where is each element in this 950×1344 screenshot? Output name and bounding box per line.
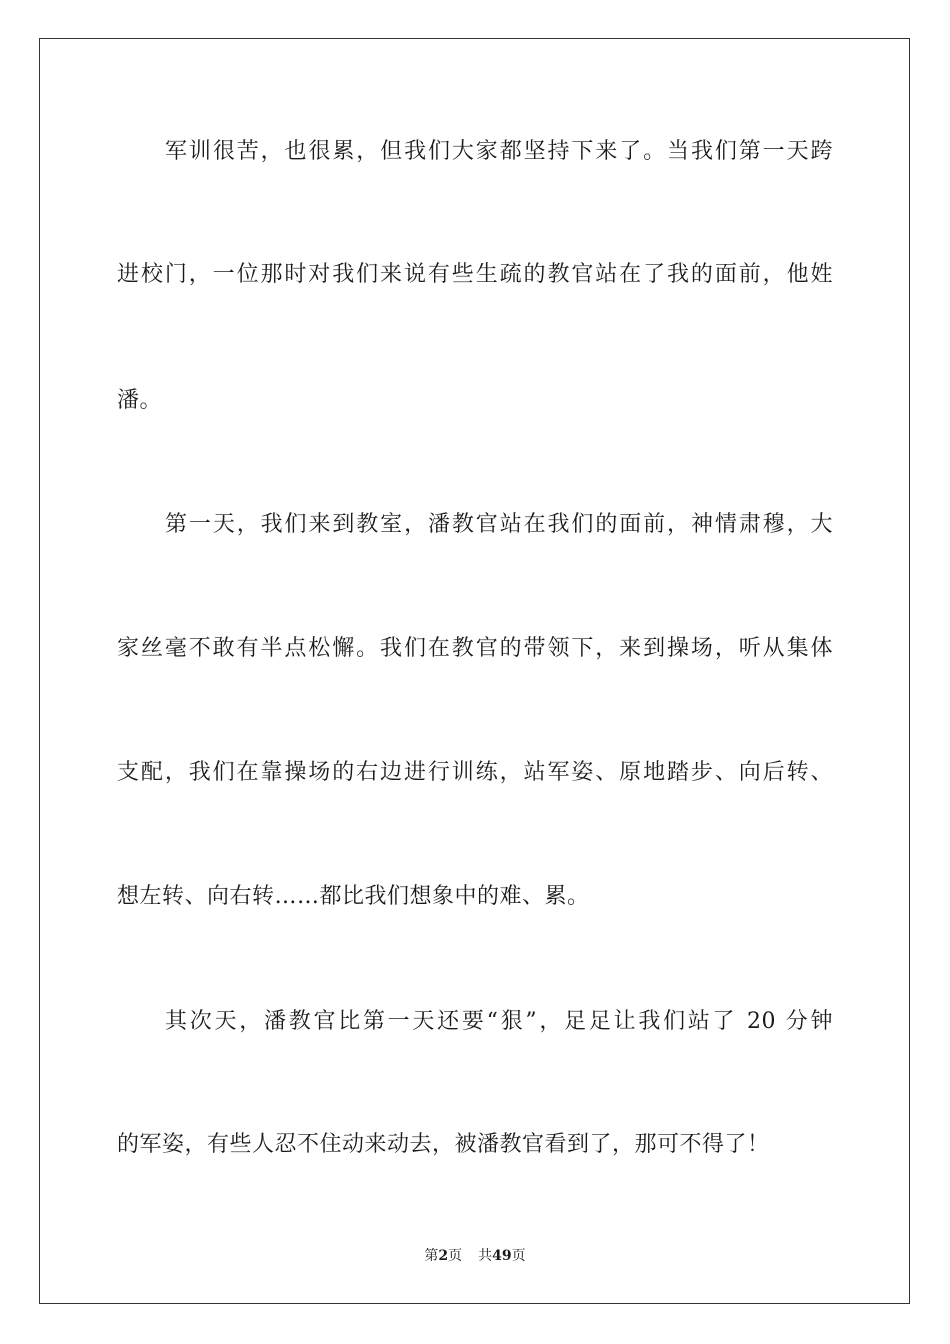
total-suffix: 页 [511, 1248, 526, 1264]
text-line-4: 第一天，我们来到教室，潘教官站在我们的面前，神情肃穆，大 [165, 512, 833, 537]
page-suffix: 页 [448, 1248, 463, 1264]
text-line-7: 想左转、向右转……都比我们想象中的难、累。 [117, 884, 590, 909]
text-line-1: 军训很苦，也很累，但我们大家都坚持下来了。当我们第一天跨 [165, 139, 833, 164]
total-prefix: 共 [478, 1248, 493, 1264]
text-line-9: 的军姿，有些人忍不住动来动去，被潘教官看到了，那可不得了！ [117, 1132, 770, 1157]
text-line-3: 潘。 [117, 388, 163, 413]
page-footer [0, 1247, 950, 1265]
page-number: 2 [438, 1248, 449, 1264]
text-line-5: 家丝毫不敢有半点松懈。我们在教官的带领下，来到操场，听从集体 [117, 636, 833, 661]
text-line-2: 进校门，一位那时对我们来说有些生疏的教官站在了我的面前，他姓 [117, 262, 833, 287]
total-pages: 49 [492, 1248, 512, 1264]
page-prefix: 第 [424, 1248, 439, 1264]
page-border [39, 38, 910, 1304]
text-line-8: 其次天，潘教官比第一天还要“狠”，足足让我们站了 20 分钟 [165, 1009, 833, 1034]
text-line-6: 支配，我们在靠操场的右边进行训练，站军姿、原地踏步、向后转、 [117, 760, 833, 785]
